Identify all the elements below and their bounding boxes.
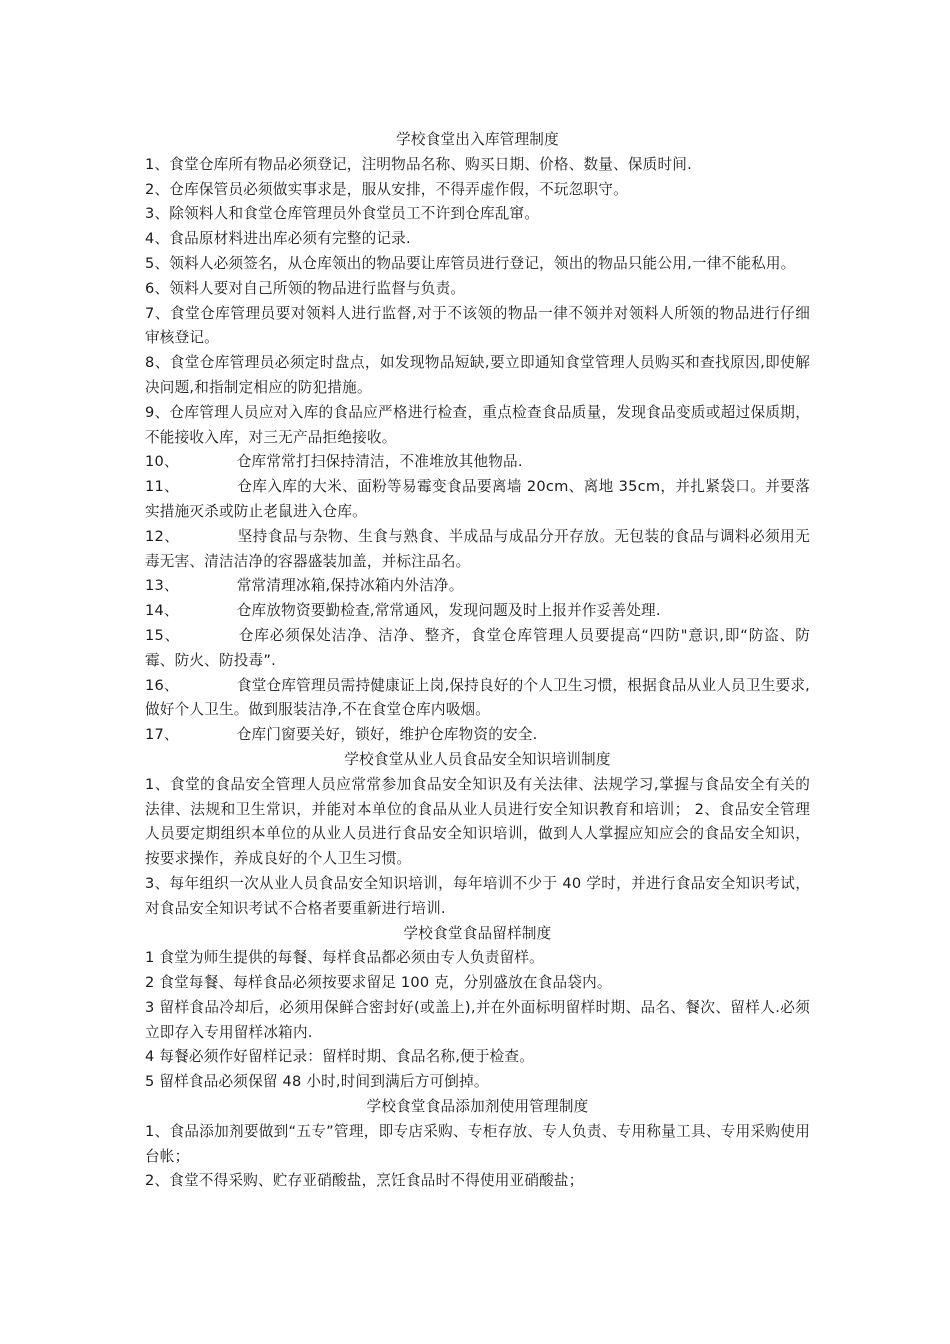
- paragraph: 5 留样食品必须保留 48 小时,时间到满后方可倒掉。: [145, 1073, 489, 1091]
- item-text: 仓库放物资要勤检查,常常通风，发现问题及时上报并作妥善处理.: [236, 602, 661, 620]
- paragraph: 4、食品原材料进出库必须有完整的记录.: [145, 230, 411, 248]
- item-number: 14、: [145, 602, 179, 620]
- item-text: 仓库必须保处洁净、洁净、整齐，食堂仓库管理人员要提高“四防"意识,即“防盗、防霉、防火、防投毒”.: [145, 626, 810, 669]
- paragraph: 7、食堂仓库管理员要对领料人进行监督,对于不该领的物品一律不领并对领料人所领的物品进行仔细审核登记。: [145, 304, 810, 347]
- item-number: 16、: [145, 676, 179, 694]
- numbered-paragraph: [145, 574, 810, 599]
- item-text: 常常清理冰箱,保持冰箱内外洁净。: [236, 577, 464, 595]
- item-number: 10、: [145, 453, 179, 471]
- paragraph: 4 每餐必须作好留样记录：留样时期、食品名称,便于检查。: [145, 1048, 535, 1066]
- paragraph: 9、仓库管理人员应对入库的食品应严格进行检查，重点检查食品质量，发现食品变质或超过保质期，不能接收入库，对三无产品拒绝接收。: [145, 403, 810, 446]
- paragraph: 1 食堂为师生提供的每餐、每样食品都必须由专人负责留样。: [145, 949, 544, 967]
- item-text: 仓库门窗要关好，锁好，维护仓库物资的安全.: [236, 726, 538, 744]
- paragraph: 1、食品添加剂要做到“五专”管理，即专店采购、专柜存放、专人负责、专用称量工具、专用采购使用台帐；: [145, 1122, 810, 1165]
- item-number: 13、: [145, 577, 179, 595]
- document-body: [145, 128, 810, 1194]
- numbered-paragraph: [145, 723, 810, 748]
- item-number: 17、: [145, 726, 179, 744]
- paragraph: 3、每年组织一次从业人员食品安全知识培训，每年培训不少于 40 学时，并进行食品安全知识考试，对食品安全知识考试不合格者要重新进行培训.: [145, 874, 810, 917]
- item-text: 食堂仓库管理员需持健康证上岗,保持良好的个人卫生习惯，根据食品从业人员卫生要求,做好个人卫生。做到服装洁净,不在食堂仓库内吸烟。: [145, 676, 811, 719]
- paragraph: 6、领料人要对自己所领的物品进行监督与负责。: [145, 279, 466, 297]
- numbered-paragraph: [145, 599, 810, 624]
- paragraph: 3、除领料人和食堂仓库管理员外食堂员工不许到仓库乱窜。: [145, 205, 540, 223]
- paragraph: 1、食堂的食品安全管理人员应常常参加食品安全知识及有关法律、法规学习,掌握与食品安全有关的法律、法规和卫生常识，并能对本单位的食品从业人员进行安全知识教育和培训； 2、食品安全管理人员要定期组织本单位的从业人员进行食品安全知识培训，做到人人掌握应知应会的食品安全知识，按要求操作，养成良好的个人卫生习惯。: [145, 775, 810, 868]
- paragraph: 5、领料人必须签名，从仓库领出的物品要让库管员进行登记，领出的物品只能公用,一律不能私用。: [145, 254, 796, 272]
- paragraph: 2 食堂每餐、每样食品必须按要求留足 100 克，分别盛放在食品袋内。: [145, 974, 612, 992]
- numbered-paragraph: [145, 450, 810, 475]
- paragraph: 2、食堂不得采购、贮存亚硝酸盐，烹饪食品时不得使用亚硝酸盐；: [145, 1172, 584, 1190]
- paragraph: 8、食堂仓库管理员必须定时盘点，如发现物品短缺,要立即通知食堂管理人员购买和查找原因,即使解决问题,和指制定相应的防犯措施。: [145, 354, 810, 396]
- numbered-paragraph: [145, 674, 810, 724]
- item-text: 仓库常常打扫保持清洁，不准堆放其他物品.: [236, 453, 523, 471]
- item-number: 15、: [145, 626, 181, 644]
- section-title: 学校食堂出入库管理制度: [396, 131, 559, 148]
- item-text: 仓库入库的大米、面粉等易霉变食品要离墙 20cm、离地 35cm，并扎紧袋口。并要落实措施灭杀或防止老鼠进入仓库。: [145, 478, 810, 520]
- section-title: 学校食堂从业人员食品安全知识培训制度: [344, 750, 611, 768]
- numbered-paragraph: [145, 525, 810, 575]
- numbered-paragraph: [145, 475, 810, 525]
- paragraph: 2、仓库保管员必须做实事求是，服从安排，不得弄虚作假，不玩忽职守。: [145, 180, 628, 198]
- numbered-paragraph: [145, 624, 810, 674]
- paragraph: 1、食堂仓库所有物品必须登记，注明物品名称、购买日期、价格、数量、保质时间.: [145, 155, 692, 173]
- section-title: 学校食堂食品留样制度: [403, 924, 552, 942]
- section-title: 学校食堂食品添加剂使用管理制度: [366, 1098, 589, 1116]
- paragraph: 3 留样食品冷却后，必须用保鲜合密封好(或盖上),并在外面标明留样时期、品名、餐次、留样人.必须立即存入专用留样冰箱内.: [145, 998, 810, 1041]
- item-number: 12、: [145, 527, 180, 545]
- item-text: 坚持食品与杂物、生食与熟食、半成品与成品分开存放。无包装的食品与调料必须用无毒无害、清洁洁净的容器盛装加盖，并标注品名。: [145, 527, 811, 570]
- item-number: 11、: [145, 478, 180, 496]
